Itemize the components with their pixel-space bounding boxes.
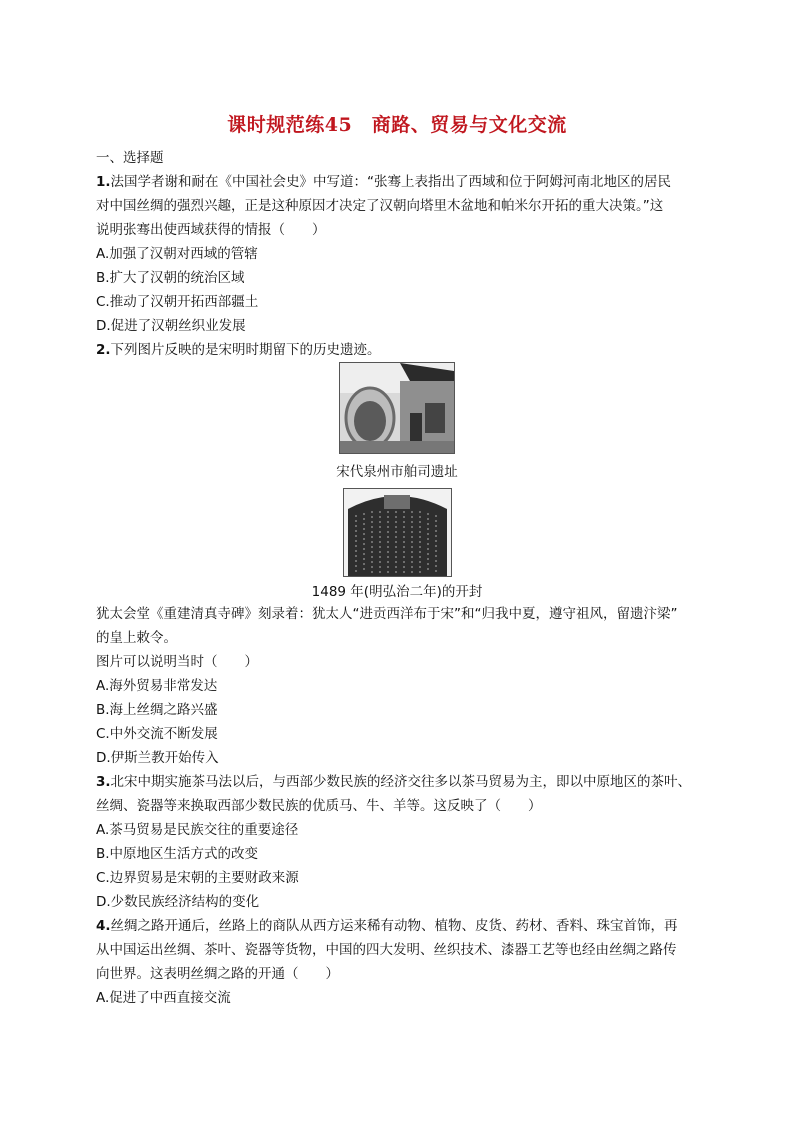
- question-2-line-2: 的皇上敕令。: [96, 630, 177, 646]
- question-3-text: 北宋中期实施茶马法以后，与西部少数民族的经济交往多以茶马贸易为主，即以中原地区的茶叶、: [110, 774, 692, 790]
- question-1-text: 法国学者谢和耐在《中国社会史》中写道：“张骞上表指出了西域和位于阿姆河南北地区的居民: [110, 174, 672, 190]
- question-2-option-b: B.海上丝绸之路兴盛: [96, 702, 218, 718]
- question-1-line-3: 说明张骞出使西域获得的情报（ ）: [96, 222, 326, 238]
- question-1-option-a: A.加强了汉朝对西域的管辖: [96, 246, 258, 262]
- quanzhou-shibosi-photo: [339, 362, 455, 454]
- question-4-option-a: A.促进了中西直接交流: [96, 990, 231, 1006]
- quanzhou-site-image: [340, 363, 454, 453]
- question-2-stem: 下列图片反映的是宋明时期留下的历史遗迹。: [110, 342, 381, 358]
- question-3-option-b: B.中原地区生活方式的改变: [96, 846, 259, 862]
- page-title: 课时规范练45 商路、贸易与文化交流: [227, 114, 567, 136]
- question-1-line-2: 对中国丝绸的强烈兴趣，正是这种原因才决定了汉朝向塔里木盆地和帕米尔开拓的重大决策。”这: [96, 198, 664, 214]
- question-2-stem-line: [96, 341, 381, 359]
- question-4-text: 丝绸之路开通后，丝路上的商队从西方运来稀有动物、植物、皮货、药材、香料、珠宝首饰，再: [110, 918, 678, 934]
- question-3-line-1: [96, 773, 691, 791]
- question-1-option-c: C.推动了汉朝开拓西部疆土: [96, 294, 259, 310]
- question-2-option-d: D.伊斯兰教开始传入: [96, 750, 219, 766]
- question-2-option-a: A.海外贸易非常发达: [96, 678, 218, 694]
- question-3-option-a: A.茶马贸易是民族交往的重要途径: [96, 822, 299, 838]
- question-4-line-3: 向世界。这表明丝绸之路的开通（ ）: [96, 966, 339, 982]
- question-3-number: 3.: [96, 774, 111, 790]
- photo-1-caption: 宋代泉州市舶司遗址: [336, 464, 458, 480]
- kaifeng-stele-image: [344, 489, 451, 576]
- question-2-option-c: C.中外交流不断发展: [96, 726, 218, 742]
- question-2-number: 2.: [96, 342, 111, 358]
- question-2-line-1: 犹太会堂《重建清真寺碑》刻录着：犹太人“进贡西洋布于宋”和“归我中夏，遵守祖风，留遗汴梁”: [96, 606, 678, 622]
- question-3-option-c: C.边界贸易是宋朝的主要财政来源: [96, 870, 299, 886]
- question-3-option-d: D.少数民族经济结构的变化: [96, 894, 260, 910]
- question-2-line-3: 图片可以说明当时（ ）: [96, 654, 258, 670]
- question-4-number: 4.: [96, 918, 111, 934]
- question-3-line-2: 丝绸、瓷器等来换取西部少数民族的优质马、牛、羊等。这反映了（ ）: [96, 798, 542, 814]
- section-heading: 一、选择题: [96, 150, 164, 166]
- question-1-line-1: [96, 173, 671, 191]
- question-1-option-b: B.扩大了汉朝的统治区域: [96, 270, 245, 286]
- question-1-number: 1.: [96, 174, 111, 190]
- question-4-line-1: [96, 917, 678, 935]
- kaifeng-stele-photo: [343, 488, 452, 577]
- question-1-option-d: D.促进了汉朝丝织业发展: [96, 318, 246, 334]
- question-4-line-2: 从中国运出丝绸、茶叶、瓷器等货物，中国的四大发明、丝织技术、漆器工艺等也经由丝绸之路传: [96, 942, 677, 958]
- photo-2-caption: 1489 年(明弘治二年)的开封: [311, 584, 483, 600]
